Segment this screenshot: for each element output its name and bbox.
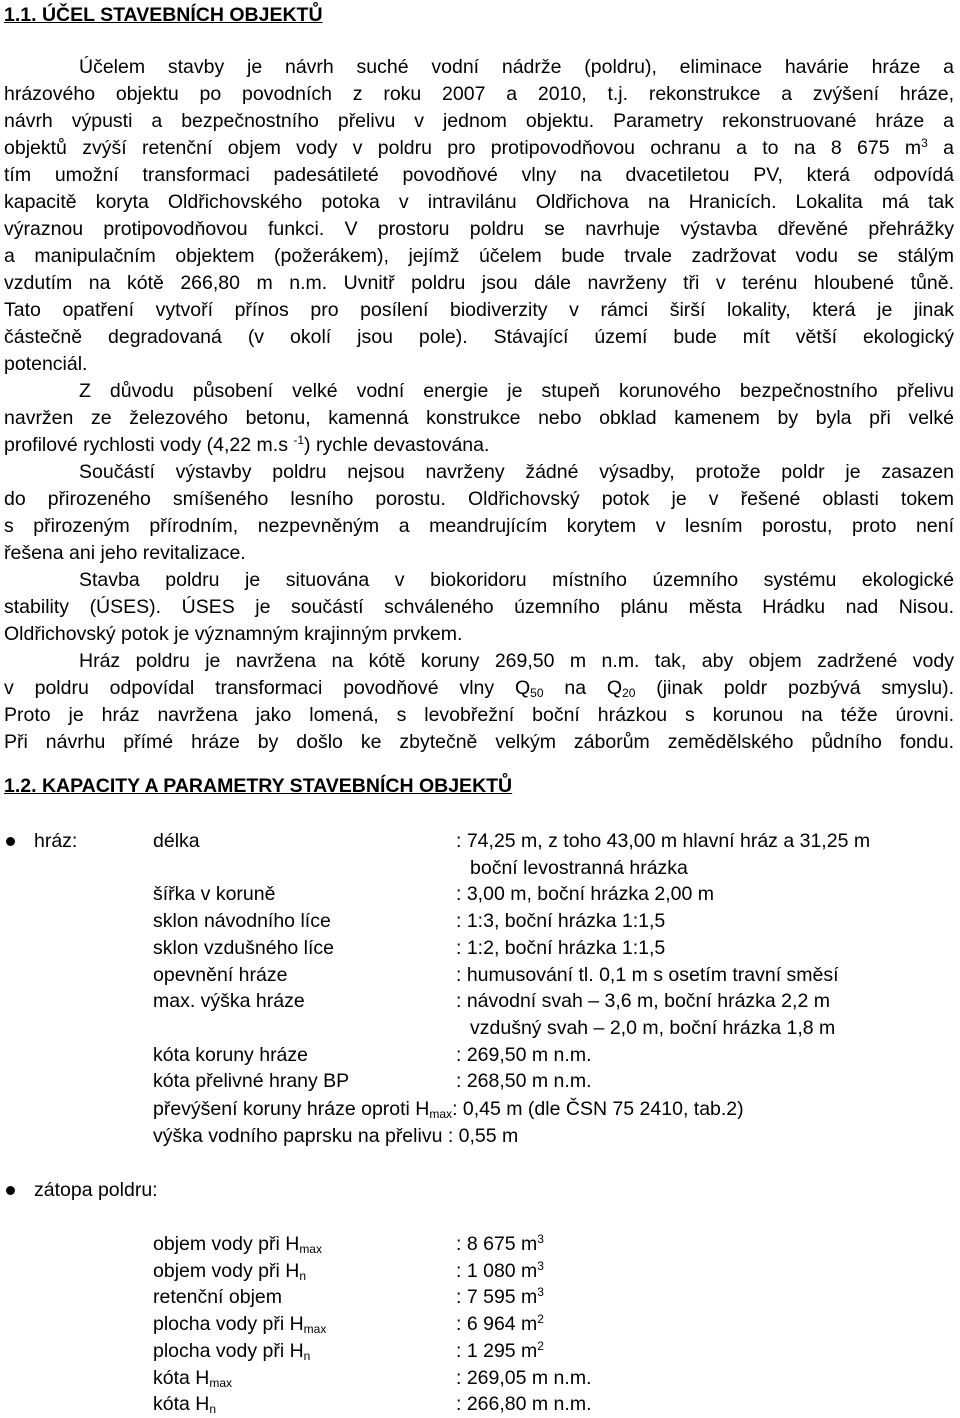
subscript: 20 bbox=[622, 686, 636, 700]
text-fragment: : 1 080 m bbox=[456, 1259, 538, 1282]
text-line: částečně degradovaná (v okolí jsou pole). Stávající území bude mít větší ekologický bbox=[4, 326, 954, 348]
flood-param-value bbox=[456, 1391, 591, 1418]
flood-param-value bbox=[456, 1284, 544, 1311]
subscript: 50 bbox=[530, 686, 544, 700]
superscript: 2 bbox=[537, 1338, 544, 1353]
param-value: boční levostranná hrázka bbox=[470, 856, 688, 879]
text-fragment: : 0,45 m (dle ČSN 75 2410, tab.2) bbox=[452, 1098, 744, 1120]
superscript: 3 bbox=[921, 136, 928, 150]
param-value: : 269,50 m n.m. bbox=[456, 1043, 592, 1066]
text-line: Při návrhu přímé hráze by došlo ke zbytečně velkým záborům zemědělského půdního fondu. bbox=[4, 731, 954, 753]
text-line: potenciál. bbox=[4, 353, 88, 375]
subscript: max bbox=[303, 1322, 327, 1337]
flood-param-value bbox=[456, 1365, 591, 1392]
text-line: tím umožní transformaci padesátileté povodňové vlny na dvacetiletou PV, která odpovídá bbox=[4, 164, 954, 186]
text-fragment: : 266,80 m n.m. bbox=[456, 1393, 592, 1416]
text-line bbox=[4, 675, 954, 702]
text-fragment: objem vody při H bbox=[153, 1259, 300, 1282]
param-label: opevnění hráze bbox=[153, 963, 288, 986]
text-line: Tato opatření vytvoří přínos pro posílení biodiverzity v rámci širší lokality, která je jinak bbox=[4, 299, 954, 321]
bullet-icon bbox=[6, 837, 15, 846]
flood-param-label bbox=[153, 1391, 216, 1418]
param-value: : návodní svah – 3,6 m, boční hrázka 2,2 m bbox=[456, 990, 830, 1013]
flood-param-label bbox=[153, 1338, 310, 1365]
param-value: : 1:2, boční hrázka 1:1,5 bbox=[456, 936, 666, 959]
param-label: šířka v koruně bbox=[153, 883, 276, 906]
text-fragment: převýšení koruny hráze oproti H bbox=[153, 1098, 430, 1120]
text-line: kapacitě koryta Oldřichovského potoka v intravilánu Oldřichova na Hranicích. Lokalita má tak bbox=[4, 191, 954, 213]
param-value: vzdušný svah – 2,0 m, boční hrázka 1,8 m bbox=[470, 1016, 836, 1039]
text-fragment: : 7 595 m bbox=[456, 1286, 538, 1309]
text-line: Z důvodu působení velké vodní energie je stupeň korunového bezpečnostního přelivu bbox=[79, 380, 954, 402]
text-fragment: plocha vody při H bbox=[153, 1339, 304, 1362]
superscript: -1 bbox=[293, 433, 305, 447]
bullet-icon bbox=[6, 1186, 15, 1195]
text-fragment: profilové rychlosti vody (4,22 m.s bbox=[4, 434, 288, 456]
text-line: navržen ze železového betonu, kamenná konstrukce nebo obklad kamenem by byla při velké bbox=[4, 407, 954, 429]
flood-label: zátopa poldru: bbox=[34, 1179, 158, 1201]
subscript: n bbox=[299, 1268, 306, 1283]
superscript: 3 bbox=[537, 1258, 544, 1273]
param-label: sklon návodního líce bbox=[153, 910, 331, 933]
superscript: 3 bbox=[537, 1232, 544, 1246]
text-fragment: objektů zvýší retenční objem vody v poldru pro protipovodňovou ochranu a to na 8 675 m bbox=[4, 137, 922, 159]
text-fragment: : 8 675 m bbox=[456, 1233, 538, 1255]
text-fragment: retenční objem bbox=[153, 1286, 282, 1309]
text-line: návrh výpusti a bezpečnostního přelivu v jednom objektu. Parametry rekonstruované hráze a bbox=[4, 110, 954, 132]
flood-param-label bbox=[153, 1284, 282, 1311]
subscript: max bbox=[429, 1107, 453, 1121]
text-fragment: : 1 295 m bbox=[456, 1339, 538, 1362]
param-value: : 3,00 m, boční hrázka 2,00 m bbox=[456, 883, 714, 906]
text-line: do přirozeného smíšeného lesního porostu. Oldřichovský potok je v řešené oblasti tokem bbox=[4, 488, 954, 510]
text-line: Účelem stavby je návrh suché vodní nádrže (poldru), eliminace havárie hráze a bbox=[79, 56, 954, 78]
flood-param-value bbox=[456, 1338, 544, 1365]
text-line: Proto je hráz navržena jako lomená, s levobřežní boční hrázkou s korunou na téže úrovni. bbox=[4, 704, 954, 726]
text-fragment: a bbox=[927, 137, 954, 159]
param-label: sklon vzdušného líce bbox=[153, 936, 335, 959]
text-line: hrázového objektu po povodních z roku 2007 a 2010, t.j. rekonstrukce a zvýšení hráze, bbox=[4, 83, 954, 105]
subscript: n bbox=[209, 1402, 217, 1417]
freeboard-row bbox=[153, 1096, 744, 1123]
text-fragment: v poldru odpovídal transformaci povodňové vlny Q bbox=[4, 677, 531, 699]
param-label: max. výška hráze bbox=[153, 990, 305, 1013]
text-line bbox=[4, 135, 954, 162]
text-line: Hráz poldru je navržena na kótě koruny 269,50 m n.m. tak, aby objem zadržené vody bbox=[79, 650, 954, 672]
param-value: : 1:3, boční hrázka 1:1,5 bbox=[456, 910, 666, 933]
flood-param-label bbox=[153, 1365, 232, 1392]
text-line bbox=[4, 432, 954, 459]
text-line: Součástí výstavby poldru nejsou navrženy žádné výsadby, protože poldr je zasazen bbox=[79, 461, 954, 483]
subscript: n bbox=[303, 1348, 311, 1363]
text-fragment: na Q bbox=[543, 677, 623, 699]
param-value: : humusování tl. 0,1 m s osetím travní směsí bbox=[456, 963, 839, 986]
text-fragment: kóta H bbox=[153, 1393, 210, 1416]
section-1-body bbox=[4, 54, 954, 756]
text-fragment: kóta H bbox=[153, 1366, 210, 1389]
flood-param-value bbox=[456, 1231, 544, 1258]
text-line: stability (ÚSES). ÚSES je součástí schváleného územního plánu města Hrádku nad Nisou. bbox=[4, 596, 954, 618]
section-heading-1: 1.1. ÚČEL STAVEBNÍCH OBJEKTŮ bbox=[4, 4, 323, 26]
superscript: 3 bbox=[537, 1285, 544, 1300]
param-label: kóta přelivné hrany BP bbox=[153, 1070, 350, 1093]
flood-param-label bbox=[153, 1311, 326, 1338]
text-line: Oldřichovský potok je významným krajinným prvkem. bbox=[4, 623, 463, 645]
subscript: max bbox=[209, 1375, 233, 1390]
text-line: řešena ani jeho revitalizace. bbox=[4, 542, 246, 564]
text-fragment: : 269,05 m n.m. bbox=[456, 1366, 592, 1389]
text-line: s přirozeným přírodním, nezpevněným a meandrujícím korytem v lesním porostu, proto není bbox=[4, 515, 954, 537]
param-value: : 268,50 m n.m. bbox=[456, 1070, 592, 1093]
param-label: kóta koruny hráze bbox=[153, 1043, 309, 1066]
superscript: 2 bbox=[537, 1312, 544, 1327]
subscript: max bbox=[299, 1242, 322, 1256]
param-value: : 74,25 m, z toho 43,00 m hlavní hráz a 31,25 m bbox=[456, 830, 871, 852]
text-fragment: objem vody při H bbox=[153, 1233, 300, 1255]
text-fragment: plocha vody při H bbox=[153, 1313, 304, 1336]
text-line: vzdutím na kótě 266,80 m n.m. Uvnitř poldru jsou dále navrženy tři v terénu hloubené tůně. bbox=[4, 272, 954, 294]
section-heading-2: 1.2. KAPACITY A PARAMETRY STAVEBNÍCH OBJEKTŮ bbox=[4, 775, 513, 797]
param-label: délka bbox=[153, 830, 200, 852]
text-fragment: ) rychle devastována. bbox=[304, 434, 490, 456]
flood-param-value bbox=[456, 1311, 544, 1338]
dam-label: hráz: bbox=[34, 830, 78, 852]
text-line: a manipulačním objektem (požerákem), jejímž účelem bude trvale zadržovat vodu se stálým bbox=[4, 245, 954, 267]
text-fragment: (jinak poldr pozbývá smyslu). bbox=[635, 677, 954, 699]
text-line: výraznou protipovodňovou funkci. V prostoru poldru se navrhuje výstavba dřevěné přehrážky bbox=[4, 218, 954, 240]
flood-param-label bbox=[153, 1231, 322, 1258]
overflow-row: výška vodního paprsku na přelivu : 0,55 m bbox=[153, 1125, 519, 1147]
text-fragment: : 6 964 m bbox=[456, 1313, 538, 1336]
text-line: Stavba poldru je situována v biokoridoru místního územního systému ekologické bbox=[79, 569, 954, 591]
flood-param-value bbox=[456, 1258, 544, 1285]
flood-param-label bbox=[153, 1258, 306, 1285]
